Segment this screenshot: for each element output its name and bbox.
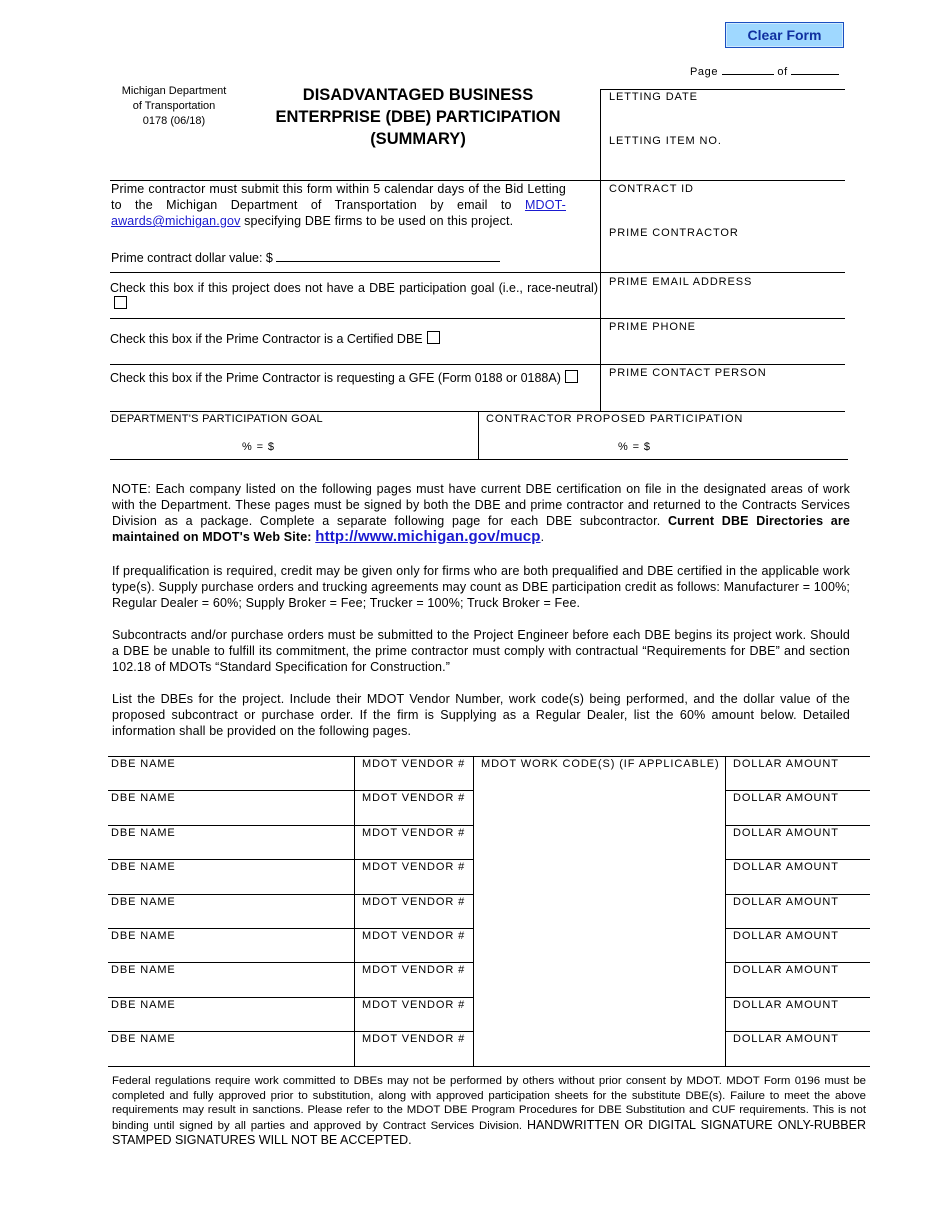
intro-text [111,181,566,229]
dbe-name-field[interactable]: DBE NAME [111,1033,176,1045]
dollar-amount-field[interactable]: DOLLAR AMOUNT [733,792,839,804]
contractor-goal-field[interactable]: CONTRACTOR PROPOSED PARTICIPATION [486,413,744,425]
of-label: of [777,66,788,78]
vendor-number-field[interactable]: MDOT VENDOR # [362,999,466,1011]
work-code-field[interactable]: MDOT WORK CODE(S) (IF APPLICABLE) [481,758,720,770]
dollar-amount-field[interactable]: DOLLAR AMOUNT [733,861,839,873]
footer-text: Federal regulations require work committed to DBEs may not be performed by others without prior consent by MDOT. MDOT Form 0196 must be completed and fully approved prior to substitution, along with approved participation sheets for the substitute DBE(s). Failure to meet the above requirements may result in sanctions. Please refer to the MDOT DBE Program Procedures for DBE Substitution and CUF requirements. This is not binding until signed by all parties and approved by Contract Services Division. [112,1075,866,1132]
dbe-name-field[interactable]: DBE NAME [111,930,176,942]
work-code-field[interactable] [474,929,724,961]
title-line2: ENTERPRISE (DBE) PARTICIPATION [275,108,561,126]
page-number [690,66,839,78]
vendor-number-field[interactable]: MDOT VENDOR # [362,792,466,804]
prime-contact-field[interactable]: PRIME CONTACT PERSON [609,367,767,379]
dept-goal-pct: % = $ [242,441,275,453]
dbe-name-field[interactable]: DBE NAME [111,827,176,839]
contract-id-field[interactable]: CONTRACT ID [609,183,694,195]
vendor-number-field[interactable]: MDOT VENDOR # [362,930,466,942]
dept-goal-field[interactable]: DEPARTMENT'S PARTICIPATION GOAL [111,413,323,425]
vendor-number-field[interactable]: MDOT VENDOR # [362,861,466,873]
email-link[interactable]: MDOT-awards@michigan.gov [111,198,566,228]
vendor-number-field[interactable]: MDOT VENDOR # [362,1033,466,1045]
page-title [240,84,596,150]
no-goal-checkbox[interactable] [114,296,127,309]
dollar-amount-field[interactable]: DOLLAR AMOUNT [733,758,839,770]
title-line1: DISADVANTAGED BUSINESS [302,86,534,104]
certified-checkbox[interactable] [427,331,440,344]
dbe-name-field[interactable]: DBE NAME [111,758,176,770]
prime-dollar-field[interactable] [276,261,500,262]
letting-date-field[interactable]: LETTING DATE [609,91,698,103]
contractor-goal-pct: % = $ [618,441,651,453]
page-field[interactable] [722,74,774,75]
work-code-field[interactable] [474,1032,724,1064]
note-paragraph-2: If prequalification is required, credit may be given only for firms who are both prequalified and DBE certified in the applicable work type(s). Supply purchase orders and trucking agreements may count as DBE participation credit as follows: Manufacturer = 100%; Regular Dealer = 60%; Supply Broker = Fee; Trucker = 100%; Truck Broker = Fee. [112,564,850,610]
no-goal-label: Check this box if this project does not have a DBE participation goal (i.e., race-neutral) [110,281,598,295]
letting-item-field[interactable]: LETTING ITEM NO. [609,135,722,147]
prime-email-field[interactable]: PRIME EMAIL ADDRESS [609,276,753,288]
vendor-number-field[interactable]: MDOT VENDOR # [362,896,466,908]
work-code-field[interactable] [474,998,724,1030]
vendor-number-field[interactable]: MDOT VENDOR # [362,827,466,839]
vendor-number-field[interactable]: MDOT VENDOR # [362,964,466,976]
agency-line3: 0178 (06/18) [142,115,206,127]
no-goal-check-row [110,280,598,312]
agency-line2: of Transportation [132,100,216,112]
gfe-check-row [110,369,580,387]
page-label: Page [690,66,719,78]
note-paragraph-4: List the DBEs for the project. Include their MDOT Vendor Number, work code(s) being performed, and the dollar value of the proposed subcontract or purchase order. If the firm is Supplying as a Regular Dealer, list the 60% amount below. Detailed information shall be provided on the following pages. [112,692,850,738]
footer-notice [112,1074,866,1149]
title-line3: (SUMMARY) [370,130,466,148]
note-1-bold: Current DBE Directories are maintained on MDOT's Web Site: [112,514,851,544]
agency-block [110,84,238,129]
vendor-number-field[interactable]: MDOT VENDOR # [362,758,466,770]
dollar-amount-field[interactable]: DOLLAR AMOUNT [733,930,839,942]
gfe-checkbox[interactable] [565,370,578,383]
clear-form-button[interactable]: Clear Form [725,22,844,48]
work-code-field[interactable] [474,860,724,892]
work-code-field[interactable] [474,895,724,927]
prime-dollar-label: Prime contract dollar value: $ [111,251,273,265]
note-paragraph-3: Subcontracts and/or purchase orders must be submitted to the Project Engineer before each DBE begins its project work. Should a DBE be unable to fulfill its commitment, the prime contractor must comply with contractual “Requirements for DBE” and section 102.18 of MDOTs “Standard Specification for Construction.” [112,628,850,674]
intro-text-1: Prime contractor must submit this form within 5 calendar days of the Bid Letting to the Michigan Department of Transportation by email to [111,182,566,212]
gfe-label: Check this box if the Prime Contractor is requesting a GFE (Form 0188 or 0188A) [110,371,561,385]
intro-text-2: specifying DBE firms to be used on this project. [244,214,514,228]
prime-phone-field[interactable]: PRIME PHONE [609,321,696,333]
mucp-link[interactable]: http://www.michigan.gov/mucp [315,528,541,545]
dbe-name-field[interactable]: DBE NAME [111,999,176,1011]
dollar-amount-field[interactable]: DOLLAR AMOUNT [733,896,839,908]
prime-contractor-field[interactable]: PRIME CONTRACTOR [609,227,739,239]
dollar-amount-field[interactable]: DOLLAR AMOUNT [733,964,839,976]
certified-check-row [110,331,440,346]
dollar-amount-field[interactable]: DOLLAR AMOUNT [733,999,839,1011]
prime-dollar-value [111,251,500,265]
dollar-amount-field[interactable]: DOLLAR AMOUNT [733,1033,839,1045]
page-total-field[interactable] [791,74,839,75]
dollar-amount-field[interactable]: DOLLAR AMOUNT [733,827,839,839]
dbe-name-field[interactable]: DBE NAME [111,964,176,976]
note-1-text: NOTE: Each company listed on the following pages must have current DBE certification on file in the designated areas of work with the Department. These pages must be signed by both the DBE and prime contractor and returned to the Contracts Services Division as a package. Complete a separate following page for each DBE subcontractor. [112,482,850,528]
certified-label: Check this box if the Prime Contractor is a Certified DBE [110,332,423,346]
work-code-field[interactable] [474,791,724,823]
note-paragraph-1: NOTE: Each company listed on the following pages must have current DBE certification on file in the designated areas of work with the Department. These pages must be signed by both the DBE and prime contractor and returned to the Contracts Services Division as a package. Complete a separate following page for each DBE subcontractor. Current DBE Directories are maintained on MDOT's Web Site: http://www.michigan.gov/mucp. [112,482,851,545]
work-code-field[interactable] [474,826,724,858]
agency-line1: Michigan Department [121,85,227,97]
dbe-name-field[interactable]: DBE NAME [111,792,176,804]
work-code-field[interactable] [474,963,724,995]
dbe-name-field[interactable]: DBE NAME [111,896,176,908]
footer-caps: HANDWRITTEN OR DIGITAL SIGNATURE ONLY-RUBBER STAMPED SIGNATURES WILL NOT BE ACCEPTED. [112,1117,866,1147]
dbe-name-field[interactable]: DBE NAME [111,861,176,873]
